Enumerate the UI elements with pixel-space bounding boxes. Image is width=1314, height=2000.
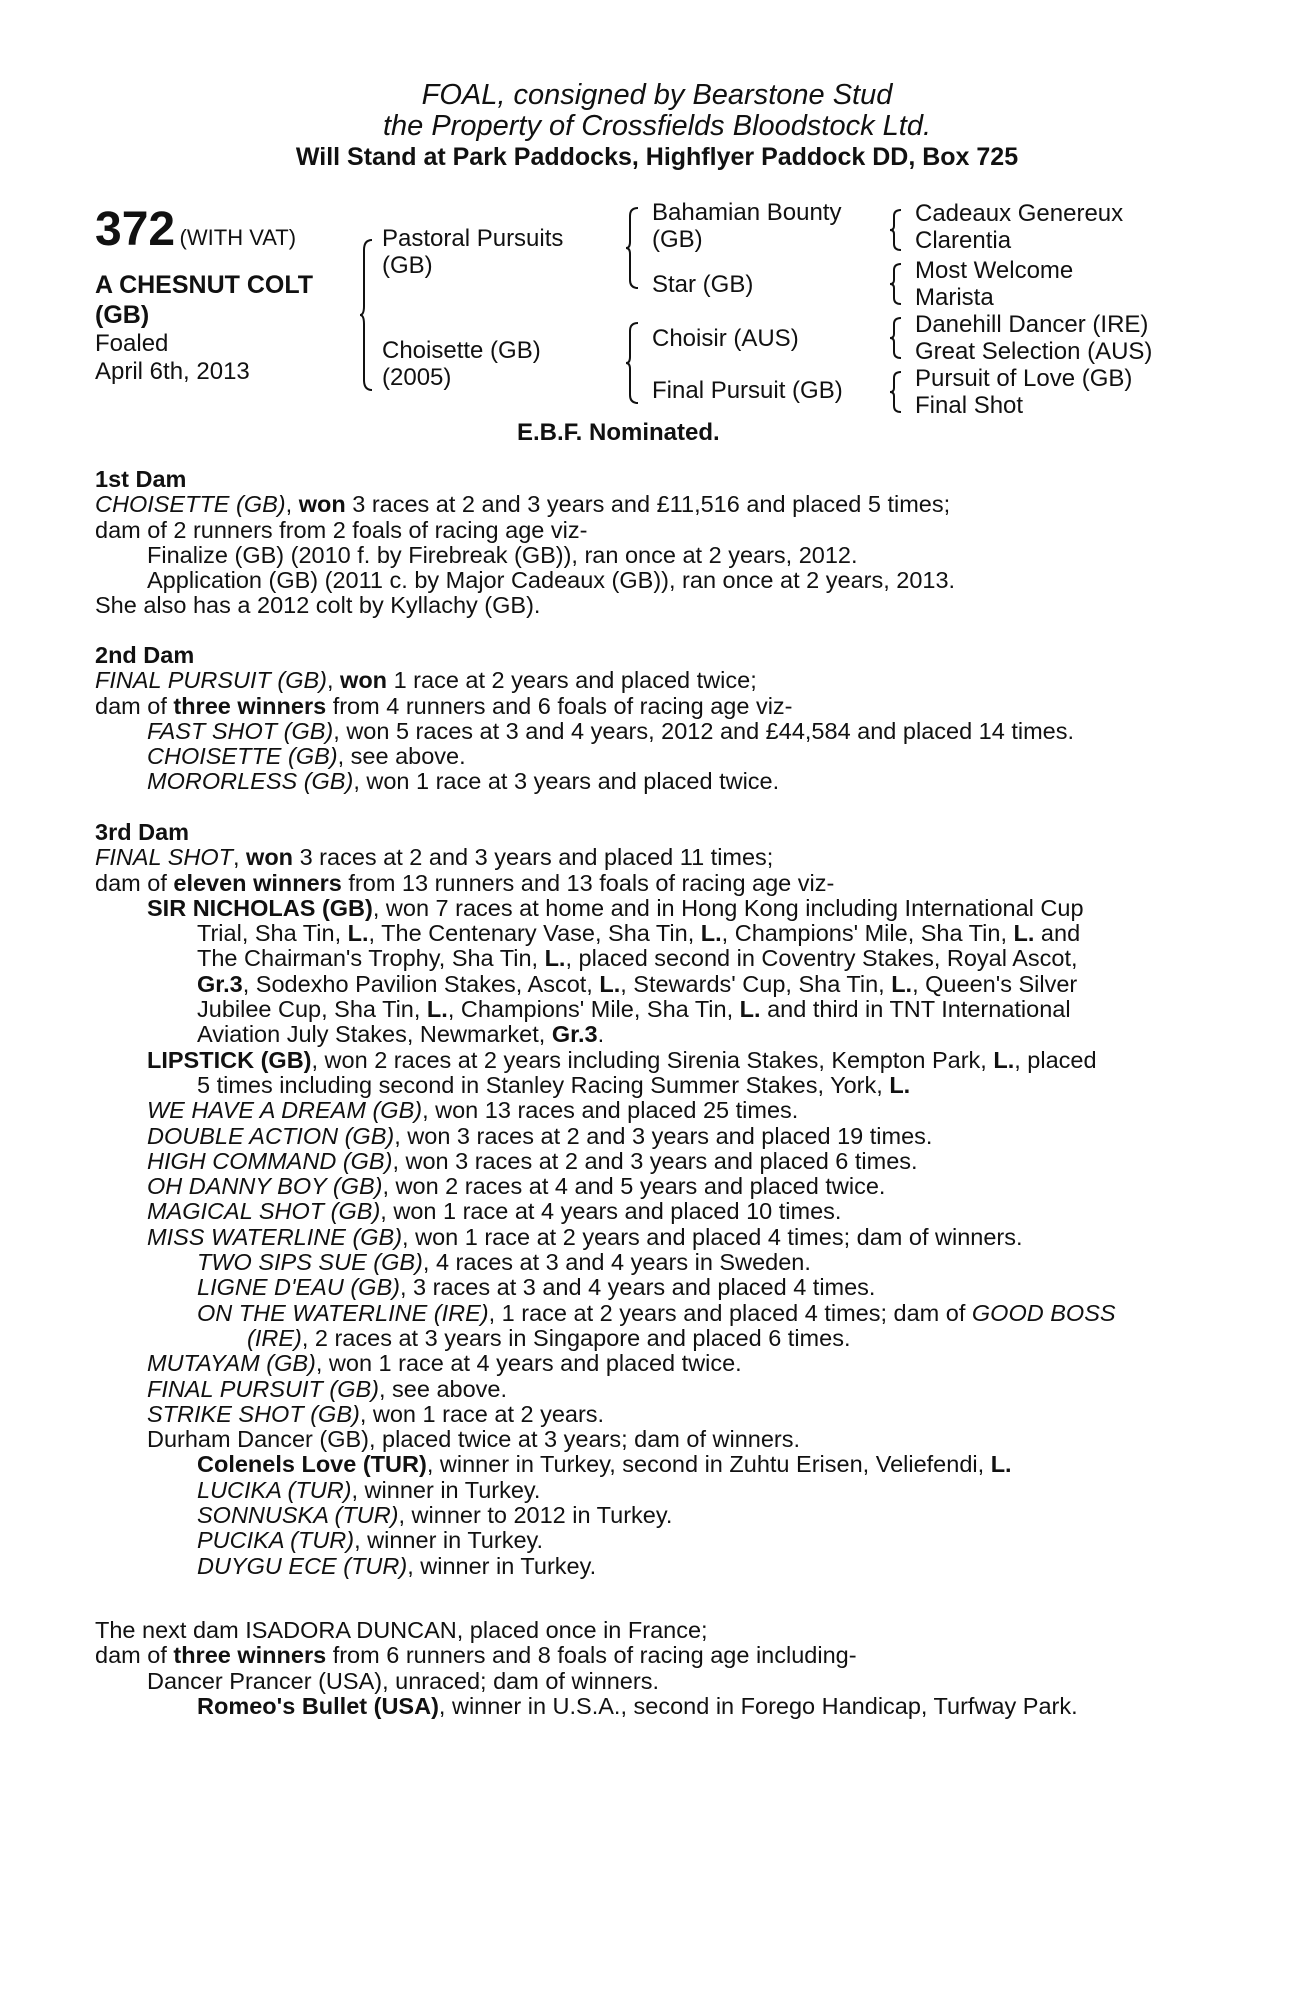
pedigree-g3-6: Great Selection (AUS) (915, 338, 1153, 365)
grandchild-item: TWO SIPS SUE (GB), 4 races at 3 and 4 years in Sweden. (197, 1249, 811, 1276)
produce-item: FAST SHOT (GB), won 5 races at 3 and 4 years, 2012 and £44,584 and placed 14 times. (147, 717, 1075, 744)
produce-item-lipstick: LIPSTICK (GB), won 2 races at 2 years including Sirenia Stakes, Kempton Park, L., placed (147, 1046, 1097, 1073)
produce-item-continued: Trial, Sha Tin, L., The Centenary Vase, Sha Tin, L., Champions' Mile, Sha Tin, L. and (197, 920, 1081, 947)
produce-item: HIGH COMMAND (GB), won 3 races at 2 and 3 years and placed 6 times. (147, 1147, 918, 1174)
pedigree-dam-dam: Final Pursuit (GB) (652, 377, 843, 404)
pedigree-g3-bracket-4 (890, 372, 904, 412)
grandchild-item: ON THE WATERLINE (IRE), 1 race at 2 years and placed 4 times; dam of GOOD BOSS (197, 1299, 1116, 1326)
produce-item: OH DANNY BOY (GB), won 2 races at 4 and 5 years and placed twice. (147, 1173, 886, 1200)
pedigree-main-bracket (360, 240, 376, 390)
grandchild-item: LUCIKA (TUR), winner in Turkey. (197, 1476, 541, 1503)
produce-item-continued: Gr.3, Sodexho Pavilion Stakes, Ascot, L., Stewards' Cup, Sha Tin, L., Queen's Silver (197, 970, 1078, 997)
produce-intro: dam of three winners from 6 runners and 8 foals of racing age including- (95, 1642, 857, 1669)
grandchild-item-continued: (IRE), 2 races at 3 years in Singapore and placed 6 times. (247, 1324, 851, 1351)
foaled-date: April 6th, 2013 (95, 358, 250, 385)
lot-number: 372 (95, 203, 176, 256)
produce-item-sir-nicholas: SIR NICHOLAS (GB), won 7 races at home and in Hong Kong including International Cup (147, 894, 1084, 921)
next-dam-section (95, 1618, 1235, 1719)
pedigree-dam: Choisette (GB) (2005) (382, 337, 541, 391)
grandchild-item: PUCIKA (TUR), winner in Turkey. (197, 1527, 544, 1554)
produce-item: DOUBLE ACTION (GB), won 3 races at 2 and 3 years and placed 19 times. (147, 1122, 933, 1149)
pedigree-sire: Pastoral Pursuits (GB) (382, 225, 564, 279)
location-line: Will Stand at Park Paddocks, Highflyer Paddock DD, Box 725 (295, 143, 1019, 171)
pedigree-dam-bracket (626, 323, 642, 403)
consignor-line: FOAL, consigned by Bearstone Stud (421, 79, 893, 111)
dam-line: The next dam ISADORA DUNCAN, placed once in France; (95, 1617, 708, 1643)
produce-item: WE HAVE A DREAM (GB), won 13 races and placed 25 times. (147, 1097, 799, 1124)
first-dam-section (95, 467, 1235, 619)
section-heading: 3rd Dam (95, 819, 190, 845)
produce-item-continued: The Chairman's Trophy, Sha Tin, L., placed second in Coventry Stakes, Royal Ascot, (197, 945, 1078, 972)
produce-item-continued: 5 times including second in Stanley Racing Summer Stakes, York, L. (197, 1071, 911, 1098)
pedigree-g3-bracket-1 (890, 210, 904, 250)
produce-item: MISS WATERLINE (GB), won 1 race at 2 years and placed 4 times; dam of winners. (147, 1223, 1023, 1250)
grandchild-item: Colenels Love (TUR), winner in Turkey, second in Zuhtu Erisen, Veliefendi, L. (197, 1451, 1012, 1478)
produce-item: Finalize (GB) (2010 f. by Firebreak (GB)), ran once at 2 years, 2012. (147, 541, 858, 568)
produce-item: MAGICAL SHOT (GB), won 1 race at 4 years and placed 10 times. (147, 1198, 842, 1225)
section-heading: 2nd Dam (95, 642, 195, 668)
lot-info (95, 205, 313, 386)
pedigree-g3-4: Marista (915, 284, 994, 311)
produce-note: She also has a 2012 colt by Kyllachy (GB). (95, 592, 541, 619)
dam-line: FINAL PURSUIT (GB), won 1 race at 2 years and placed twice; (95, 667, 757, 694)
third-dam-section (95, 820, 1235, 1579)
pedigree-g3-8: Final Shot (915, 392, 1024, 419)
grandchild-item: DUYGU ECE (TUR), winner in Turkey. (197, 1552, 597, 1579)
property-line: the Property of Crossfields Bloodstock Ltd. (382, 110, 932, 142)
produce-item: STRIKE SHOT (GB), won 1 race at 2 years. (147, 1400, 605, 1427)
ebf-nomination: E.B.F. Nominated. (517, 419, 720, 446)
pedigree-g3-bracket-2 (890, 264, 904, 304)
produce-intro: dam of 2 runners from 2 foals of racing age viz- (95, 516, 588, 543)
pedigree-dam-sire: Choisir (AUS) (652, 325, 799, 352)
produce-item: MUTAYAM (GB), won 1 race at 4 years and placed twice. (147, 1350, 742, 1377)
catalogue-header (0, 80, 1314, 173)
lot-title-suffix: (GB) (95, 301, 150, 329)
produce-item: Dancer Prancer (USA), unraced; dam of winners. (147, 1667, 659, 1694)
produce-item-continued: Aviation July Stakes, Newmarket, Gr.3. (197, 1021, 605, 1048)
vat-note: (WITH VAT) (179, 225, 297, 250)
second-dam-section (95, 643, 1235, 795)
lot-title: A CHESNUT COLT (95, 271, 314, 299)
produce-item: MORORLESS (GB), won 1 race at 3 years and placed twice. (147, 768, 780, 795)
grandchild-item: SONNUSKA (TUR), winner to 2012 in Turkey. (197, 1502, 673, 1529)
pedigree-g3-5: Danehill Dancer (IRE) (915, 311, 1149, 338)
grandchild-item: LIGNE D'EAU (GB), 3 races at 3 and 4 years and placed 4 times. (197, 1274, 876, 1301)
pedigree-g3-1: Cadeaux Genereux (915, 200, 1124, 227)
produce-item: CHOISETTE (GB), see above. (147, 743, 466, 770)
pedigree-g3-2: Clarentia (915, 227, 1012, 254)
pedigree-g3-7: Pursuit of Love (GB) (915, 365, 1133, 392)
pedigree-sire-sire: Bahamian Bounty (GB) (652, 199, 842, 253)
foaled-label: Foaled (95, 330, 169, 357)
produce-item: FINAL PURSUIT (GB), see above. (147, 1375, 508, 1402)
pedigree-g3-3: Most Welcome (915, 257, 1074, 284)
dam-line: CHOISETTE (GB), won 3 races at 2 and 3 years and £11,516 and placed 5 times; (95, 491, 951, 518)
pedigree-g3-bracket-3 (890, 318, 904, 358)
pedigree-sire-bracket (626, 208, 642, 288)
section-heading: 1st Dam (95, 466, 187, 492)
produce-item-continued: Jubilee Cup, Sha Tin, L., Champions' Mile, Sha Tin, L. and third in TNT International (197, 996, 1071, 1023)
grandchild-item: Romeo's Bullet (USA), winner in U.S.A., second in Forego Handicap, Turfway Park. (197, 1692, 1078, 1719)
produce-intro: dam of three winners from 4 runners and 6 foals of racing age viz- (95, 692, 793, 719)
produce-item: Application (GB) (2011 c. by Major Cadeaux (GB)), ran once at 2 years, 2013. (147, 567, 956, 594)
pedigree-sire-dam: Star (GB) (652, 271, 754, 298)
dam-line: FINAL SHOT, won 3 races at 2 and 3 years and placed 11 times; (95, 844, 774, 871)
produce-intro: dam of eleven winners from 13 runners and 13 foals of racing age viz- (95, 869, 835, 896)
produce-item: Durham Dancer (GB), placed twice at 3 years; dam of winners. (147, 1426, 801, 1453)
